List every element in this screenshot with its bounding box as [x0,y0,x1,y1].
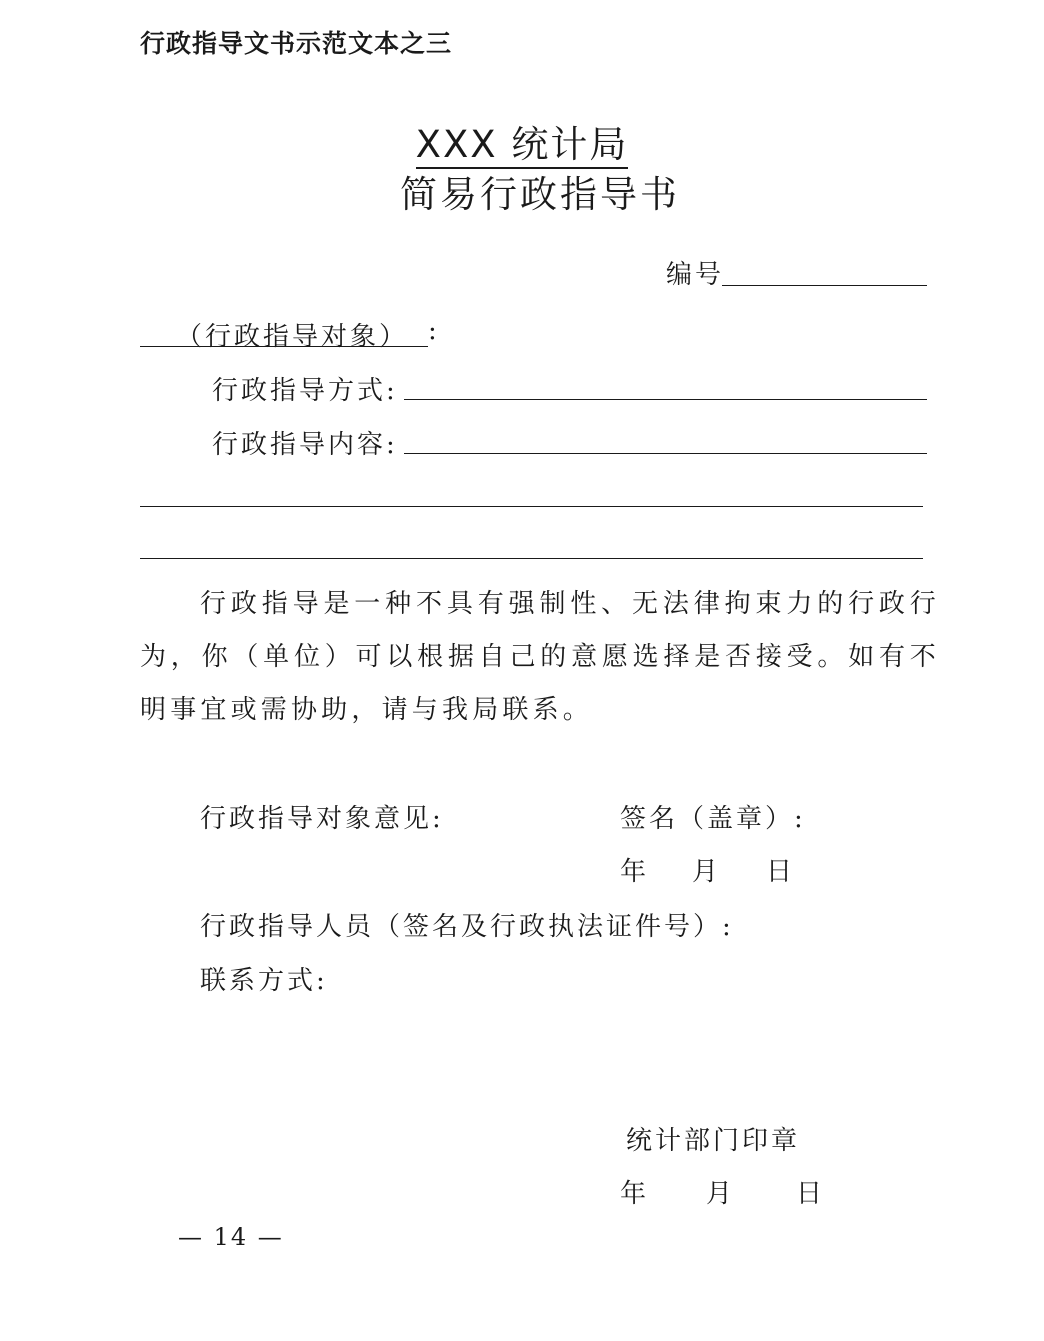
signature-date [0,851,1044,887]
issuing-authority-title [0,114,1044,168]
signature-date-year: 年 [620,857,650,887]
notice-paragraph: 行政指导是一种不具有强制性、无法律拘束力的行政行为，你（单位）可以根据自己的意愿选择是否接受。如有不明事宜或需协助，请与我局联系。 [140,589,940,725]
signature-date-month: 月 [692,857,722,887]
staff-label: 行政指导人员（签名及行政执法证件号）: [200,912,734,942]
target-field-line[interactable] [140,346,428,347]
content-label: 行政指导内容: [212,430,398,460]
seal-date-day: 日 [796,1179,826,1209]
content-extra-line-1[interactable] [140,506,923,507]
seal-date-month: 月 [706,1179,736,1209]
method-field-line[interactable] [404,399,927,400]
document-title: 简易行政指导书 [400,173,680,216]
number-label: 编号 [666,260,725,290]
page-number: — 14 — [178,1223,284,1251]
number-field-line[interactable] [722,285,927,286]
opinion-label: 行政指导对象意见: [200,804,444,834]
contact-label: 联系方式: [200,966,328,996]
seal-date-year: 年 [620,1179,650,1209]
content-field-line[interactable] [404,453,927,454]
content-extra-line-2[interactable] [140,558,923,559]
signature-date-day: 日 [766,857,796,887]
signature-label: 签名（盖章）: [620,804,806,834]
target-label: （行政指导对象） [176,322,409,352]
document-series-label: 行政指导文书示范文本之三 [140,29,453,58]
issuing-authority-text: XXX 统计局 [416,123,629,169]
target-colon: : [428,316,440,346]
department-seal-label: 统计部门印章 [626,1126,801,1156]
seal-date [0,1173,1044,1209]
method-label: 行政指导方式: [212,376,398,406]
